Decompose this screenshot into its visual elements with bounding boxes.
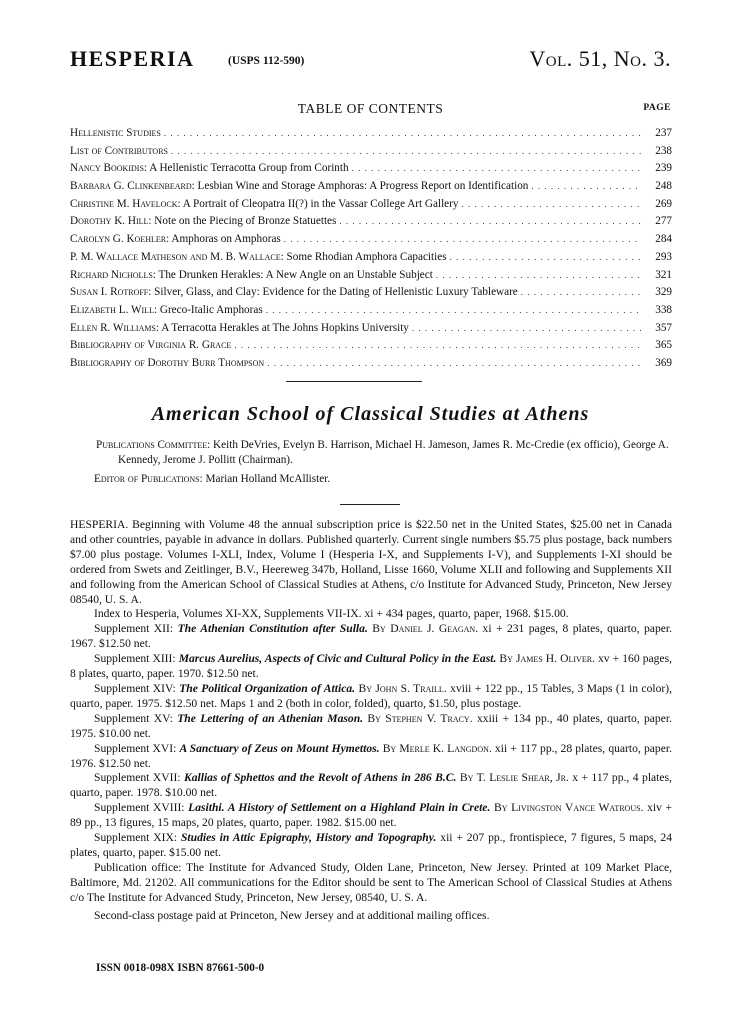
toc-entry-text	[70, 322, 409, 334]
editor-of-publications	[96, 472, 671, 487]
toc-entry	[70, 233, 672, 251]
publication-office: Publication office: The Institute for Advanced Study, Olden Lane, Princeton, New Jersey. Printed at 109 Market Place, Baltimore, Md. 21202. All communications for the Editor should be sent to The American School of Classical Studies at Athens c/o The Institute for Advanced Study, Princeton, New Jersey, 08540, U. S. A.	[70, 860, 672, 904]
toc-entry-title: : Silver, Glass, and Clay: Evidence for the Dating of Hellenistic Luxury Tableware	[148, 286, 518, 299]
supplement-author: By Livingston Vance Watrous.	[493, 801, 644, 815]
toc-entry-page: 269	[655, 197, 672, 210]
usps-number: (USPS 112-590)	[228, 55, 305, 67]
toc-entry-page: 277	[655, 215, 672, 228]
toc-header	[70, 101, 671, 117]
supplement-title: Lasithi. A History of Settlement on a Highland Plain in Crete.	[188, 801, 491, 815]
committee-label: Publications Committee	[96, 439, 208, 451]
toc-entry	[70, 339, 672, 357]
toc-entry-page: 369	[655, 356, 672, 369]
supplement-author: By Daniel J. Geagan.	[372, 622, 479, 636]
supplement-author: By Merle K. Langdon.	[382, 741, 492, 755]
toc-leader-dots	[234, 340, 641, 350]
volume-number: Vol. 51, No. 3.	[529, 46, 671, 71]
supplement-label: Supplement XIII:	[94, 652, 176, 666]
toc-entry-author: Ellen R. Williams	[70, 321, 156, 334]
toc-entry-author: Susan I. Rotroff	[70, 286, 149, 299]
supplement-details: xxiii + 134 pp., 40 plates, quarto, paper. 1975. $10.00 net.	[70, 711, 672, 740]
toc-entry-text	[70, 198, 458, 210]
toc-leader-dots	[461, 199, 641, 209]
toc-entry	[70, 357, 672, 375]
toc-entry-page: 248	[655, 180, 672, 193]
divider	[286, 381, 422, 382]
editor-label: Editor of Publications	[94, 473, 200, 485]
supplement-label: Supplement XVIII:	[94, 801, 185, 815]
toc-entry-title: : A Portrait of Cleopatra II(?) in the Vassar College Art Gallery	[177, 197, 459, 210]
toc-entry-page: 237	[655, 127, 672, 139]
supplement-title: Kallias of Sphettos and the Revolt of Athens in 286 B.C.	[183, 771, 457, 785]
toc-entry-text	[70, 127, 161, 139]
toc-entry-text	[70, 233, 281, 245]
toc-entry-author: Bibliography of Virginia R. Grace	[70, 339, 232, 352]
body-text	[70, 518, 672, 923]
toc-entry-author: Hellenistic Studies	[70, 127, 161, 139]
supplement-title: Marcus Aurelius, Aspects of Civic and Cultural Policy in the East.	[178, 652, 497, 666]
toc-entry	[70, 215, 672, 233]
supplement-details: xi + 231 pages, 8 plates, quarto, paper. 1967. $12.50 net.	[70, 622, 673, 651]
committee-text: : Keith DeVries, Evelyn B. Harrison, Michael H. Jameson, James R. Mc-Credie (ex officio), George A. Kennedy, Jerome J. Pollitt (Chairman).	[118, 439, 669, 466]
toc-entry-author: List of Contributors	[70, 144, 168, 157]
editor-text: : Marian Holland McAllister.	[199, 473, 331, 485]
toc-leader-dots	[284, 234, 641, 244]
school-name: American School of Classical Studies at Athens	[151, 403, 590, 425]
supplement-details: xii + 207 pp., frontispiece, 7 figures, 5 maps, 24 plates, quarto, paper. $15.00 net.	[70, 831, 672, 859]
divider	[340, 504, 400, 505]
supplement-entry	[70, 712, 672, 742]
subscription-paragraph: HESPERIA. Beginning with Volume 48 the annual subscription price is $22.50 net in the United States, $25.00 net in Canada and other countries, payable in advance in dollars. Published quarterly. Current single numbers $5.75 plus postage, back numbers $7.00 plus postage. Volumes I-XLI, Index, Volume I (Hesperia I-X, and Supplements I-V), and Supplements I-XI should be ordered from Swets and Zeitlinger, B.V., Heereweg 347b, Holland, Lisse 1660, Volume XLII and following and Supplements XII and following from the American School of Classical Studies at Athens, c/o Institute for Advanced Study, Princeton, New Jersey 08540, U. S. A.	[70, 518, 672, 606]
toc-entry	[70, 162, 672, 180]
toc-entry	[70, 198, 672, 216]
toc-entry-title: : Some Rhodian Amphora Capacities	[280, 250, 447, 263]
supplement-label: Supplement XIX:	[94, 831, 178, 845]
issn-isbn: ISSN 0018-098X ISBN 87661-500-0	[96, 962, 265, 974]
toc-entry-text	[70, 145, 168, 157]
toc-entry-page: 284	[655, 233, 672, 246]
toc-entry-text	[70, 162, 349, 174]
toc-entry	[70, 251, 672, 269]
toc-entry	[70, 304, 672, 322]
supplement-title: Studies in Attic Epigraphy, History and Topography.	[180, 831, 437, 845]
toc-entry-page: 293	[655, 250, 672, 263]
toc-title: TABLE OF CONTENTS	[297, 101, 444, 116]
toc-entry-title: : A Hellenistic Terracotta Group from Corinth	[143, 162, 349, 175]
supplement-label: Supplement XVII:	[94, 771, 181, 785]
supplement-title: The Athenian Constitution after Sulla.	[177, 622, 368, 636]
toc-entry-text	[70, 180, 528, 192]
toc-leader-dots	[171, 146, 641, 156]
supplement-details: x + 117 pp., 4 plates, quarto, paper. 1978. $10.00 net.	[70, 771, 672, 800]
supplement-label: Supplement XVI:	[94, 741, 177, 755]
supplement-entry	[70, 682, 672, 712]
supplement-author: By James H. Oliver.	[499, 652, 595, 666]
toc-entry-page: 365	[655, 339, 672, 352]
supplement-label: Supplement XV:	[94, 711, 173, 725]
toc-entry-title: : Amphoras on Amphoras	[166, 233, 281, 246]
supplement-entry	[70, 622, 672, 652]
toc-entry-author: Dorothy K. Hill	[70, 215, 149, 228]
journal-title: HESPERIA	[70, 46, 195, 71]
toc-entry-author: Barbara G. Clinkenbeard	[70, 180, 192, 193]
toc-entry-author: Elizabeth L. Will	[70, 303, 154, 316]
toc-entry	[70, 145, 672, 163]
toc-leader-dots	[352, 163, 641, 173]
toc-entry-title: : Greco-Italic Amphoras	[153, 303, 263, 316]
toc-entry-author: Nancy Bookidis	[70, 162, 144, 175]
toc-entry-author: Christine M. Havelock	[70, 197, 178, 210]
supplements-list	[70, 622, 672, 861]
toc-leader-dots	[450, 252, 641, 262]
toc-leader-dots	[531, 181, 641, 191]
supplement-title: The Political Organization of Attica.	[179, 681, 356, 695]
toc-entry-text	[70, 357, 264, 369]
toc-leader-dots	[436, 270, 641, 280]
toc-page-label: PAGE	[643, 103, 671, 113]
toc-entry	[70, 180, 672, 198]
toc-entry	[70, 286, 672, 304]
index-paragraph: Index to Hesperia, Volumes XI-XX, Supplements VII-IX. xi + 434 pages, quarto, paper, 1968. $15.00.	[94, 607, 569, 621]
toc-entry-page: 357	[655, 321, 672, 334]
toc-entry-text	[70, 304, 263, 316]
toc-leader-dots	[521, 287, 641, 297]
toc-entry-page: 329	[655, 286, 672, 299]
publications-committee	[96, 438, 671, 468]
toc-leader-dots	[339, 216, 641, 226]
supplement-details: xv + 160 pages, 8 plates, quarto, paper. 1970. $12.50 net.	[70, 652, 672, 681]
toc-entry-text	[70, 286, 518, 298]
toc-entry-title: : A Terracotta Herakles at The Johns Hopkins University	[155, 321, 409, 334]
table-of-contents	[70, 127, 672, 375]
supplement-details: xiv + 89 pp., 13 figures, 15 maps, 20 plates, quarto, paper. 1982. $15.00 net.	[70, 801, 673, 830]
supplement-title: A Sanctuary of Zeus on Mount Hymettos.	[179, 741, 380, 755]
supplement-author: By John S. Traill.	[358, 681, 447, 695]
supplement-author: By T. Leslie Shear, Jr.	[459, 771, 569, 785]
toc-entry-text	[70, 251, 447, 263]
toc-entry-title: : The Drunken Herakles: A New Angle on an Unstable Subject	[152, 268, 433, 281]
postage-note: Second-class postage paid at Princeton, New Jersey and at additional mailing offices.	[94, 908, 490, 922]
toc-entry-author: Richard Nicholls	[70, 268, 153, 281]
toc-entry-text	[70, 215, 336, 227]
page-header	[70, 46, 671, 78]
toc-entry	[70, 127, 672, 145]
supplement-author: By Stephen V. Tracy.	[367, 711, 473, 725]
toc-leader-dots	[412, 323, 641, 333]
supplement-label: Supplement XIV:	[94, 681, 176, 695]
toc-entry-title: : Note on the Piecing of Bronze Statuettes	[148, 215, 337, 228]
toc-leader-dots	[266, 305, 641, 315]
toc-entry-text	[70, 339, 231, 351]
toc-entry-page: 321	[655, 268, 672, 281]
toc-entry-author: P. M. Wallace Matheson and M. B. Wallace	[70, 250, 281, 263]
supplement-entry	[70, 742, 672, 772]
supplement-entry	[70, 652, 672, 682]
supplement-details: xii + 117 pp., 28 plates, quarto, paper. 1976. $12.50 net.	[70, 741, 672, 770]
supplement-entry	[70, 831, 672, 861]
toc-leader-dots	[164, 128, 641, 138]
supplement-entry	[70, 801, 672, 831]
toc-entry	[70, 269, 672, 287]
supplement-details: xviii + 122 pp., 15 Tables, 3 Maps (1 in color), quarto, paper. 1975. $12.50 net. Maps 1 and 2 (both in color, folded), quarto, $1.50, plus postage.	[70, 681, 672, 710]
supplement-label: Supplement XII:	[94, 622, 174, 636]
toc-entry-page: 239	[655, 162, 672, 175]
toc-entry-author: Carolyn G. Koehler	[70, 233, 167, 246]
toc-entry-title: : Lesbian Wine and Storage Amphoras: A Progress Report on Identification	[191, 180, 529, 193]
toc-entry-text	[70, 269, 433, 281]
toc-entry-author: Bibliography of Dorothy Burr Thompson	[70, 356, 265, 369]
toc-entry	[70, 322, 672, 340]
supplement-title: The Lettering of an Athenian Mason.	[177, 711, 364, 725]
toc-entry-page: 238	[655, 144, 672, 157]
toc-entry-page: 338	[655, 303, 672, 316]
supplement-entry	[70, 771, 672, 801]
toc-leader-dots	[267, 358, 641, 368]
